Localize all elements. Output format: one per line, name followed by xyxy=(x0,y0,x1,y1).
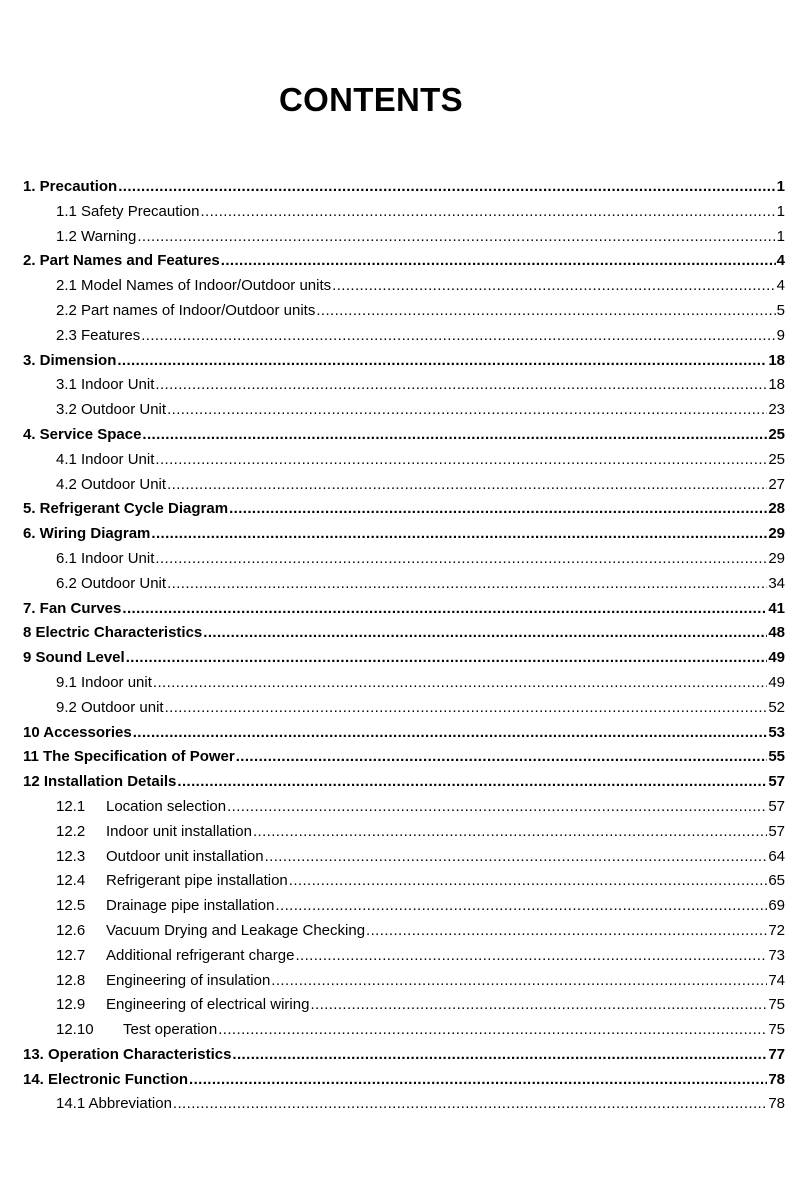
toc-subsection-entry[interactable] xyxy=(23,448,785,473)
toc-section-entry[interactable] xyxy=(23,497,785,522)
toc-page-number: 5 xyxy=(776,301,785,319)
toc-page-number: 57 xyxy=(768,773,785,791)
toc-entry-title xyxy=(56,398,166,423)
toc-entry-title xyxy=(56,993,309,1018)
toc-entry-title xyxy=(56,200,199,225)
dot-leader xyxy=(236,745,768,770)
dot-leader xyxy=(200,200,775,225)
toc-entry-title xyxy=(56,671,152,696)
toc-section-entry[interactable] xyxy=(23,646,785,671)
toc-section-entry[interactable] xyxy=(23,349,785,374)
dot-leader xyxy=(117,349,767,374)
toc-section-entry[interactable] xyxy=(23,249,785,274)
toc-page-number: 18 xyxy=(768,376,785,394)
table-of-contents xyxy=(23,175,785,1117)
toc-entry-title xyxy=(56,225,136,250)
toc-entry-title xyxy=(23,597,121,622)
toc-entry-title xyxy=(23,423,141,448)
toc-subsection-entry[interactable] xyxy=(23,324,785,349)
toc-entry-label: Test operation xyxy=(123,1021,218,1039)
dot-leader xyxy=(275,894,767,919)
dot-leader xyxy=(137,225,775,250)
dot-leader xyxy=(167,398,767,423)
toc-entry-label: Engineering of insulation xyxy=(106,971,271,989)
toc-page-number: 18 xyxy=(768,351,785,369)
dot-leader xyxy=(203,621,767,646)
toc-page-number: 49 xyxy=(768,673,785,691)
toc-page-number: 1 xyxy=(776,227,785,245)
toc-entry-title xyxy=(23,745,235,770)
toc-entry-number: 12.6 xyxy=(56,921,86,939)
page-title: CONTENTS xyxy=(279,81,463,118)
dot-leader xyxy=(310,993,767,1018)
toc-subsection-entry[interactable] xyxy=(23,845,785,870)
toc-subsection-entry[interactable] xyxy=(23,1018,785,1043)
dot-leader xyxy=(153,671,767,696)
toc-page-number: 75 xyxy=(768,996,785,1014)
toc-subsection-entry[interactable] xyxy=(23,200,785,225)
toc-page-number: 72 xyxy=(768,921,785,939)
toc-subsection-entry[interactable] xyxy=(23,274,785,299)
toc-page-number: 49 xyxy=(768,649,785,667)
dot-leader xyxy=(265,845,768,870)
toc-entry-label: 4.1 Indoor Unit xyxy=(56,450,155,468)
toc-entry-label: Additional refrigerant charge xyxy=(106,946,295,964)
toc-entry-number: 12.2 xyxy=(56,822,86,840)
dot-leader xyxy=(316,299,775,324)
toc-entry-label: 6.2 Outdoor Unit xyxy=(56,574,167,592)
toc-entry-title xyxy=(23,522,150,547)
toc-page-number: 4 xyxy=(776,277,785,295)
toc-section-entry[interactable] xyxy=(23,1043,785,1068)
toc-entry-title xyxy=(56,448,154,473)
toc-entry-title xyxy=(56,869,288,894)
toc-entry-number: 12.7 xyxy=(56,946,86,964)
toc-entry-number: 12.3 xyxy=(56,847,86,865)
toc-entry-title xyxy=(23,721,132,746)
dot-leader xyxy=(332,274,776,299)
toc-entry-label: 6.1 Indoor Unit xyxy=(56,549,155,567)
dot-leader xyxy=(155,373,767,398)
toc-entry-title xyxy=(23,175,117,200)
toc-subsection-entry[interactable] xyxy=(23,473,785,498)
toc-entry-title xyxy=(23,349,116,374)
toc-subsection-entry[interactable] xyxy=(23,696,785,721)
toc-entry-title xyxy=(23,497,228,522)
toc-subsection-entry[interactable] xyxy=(23,225,785,250)
toc-page-number: 73 xyxy=(768,946,785,964)
dot-leader xyxy=(227,795,767,820)
toc-section-entry[interactable] xyxy=(23,745,785,770)
dot-leader xyxy=(133,721,768,746)
toc-section-entry[interactable] xyxy=(23,522,785,547)
toc-page-number: 75 xyxy=(768,1021,785,1039)
toc-page-number: 25 xyxy=(768,425,785,443)
toc-entry-label: Vacuum Drying and Leakage Checking xyxy=(106,921,366,939)
toc-page-number: 57 xyxy=(768,797,785,815)
toc-subsection-entry[interactable] xyxy=(23,671,785,696)
toc-entry-label: 8 Electric Characteristics xyxy=(23,624,203,642)
dot-leader xyxy=(189,1068,767,1093)
toc-page-number: 74 xyxy=(768,971,785,989)
dot-leader xyxy=(232,1043,767,1068)
toc-page-number: 55 xyxy=(768,748,785,766)
toc-entry-label: 3. Dimension xyxy=(23,351,117,369)
dot-leader xyxy=(167,473,767,498)
toc-entry-number: 12.9 xyxy=(56,996,86,1014)
toc-entry-number: 12.8 xyxy=(56,971,86,989)
toc-entry-title xyxy=(56,373,154,398)
toc-entry-title xyxy=(56,572,166,597)
toc-page-number: 29 xyxy=(768,549,785,567)
toc-entry-title xyxy=(56,547,154,572)
dot-leader xyxy=(141,324,775,349)
toc-entry-label: Outdoor unit installation xyxy=(106,847,264,865)
toc-entry-label: 1.2 Warning xyxy=(56,227,137,245)
toc-entry-title xyxy=(23,646,125,671)
toc-entry-number: 12.5 xyxy=(56,897,86,915)
toc-subsection-entry[interactable] xyxy=(23,795,785,820)
toc-entry-title xyxy=(56,820,252,845)
toc-entry-title xyxy=(23,770,176,795)
toc-subsection-entry[interactable] xyxy=(23,919,785,944)
toc-entry-title xyxy=(56,919,365,944)
toc-entry-label: 10 Accessories xyxy=(23,723,132,741)
dot-leader xyxy=(167,572,767,597)
toc-entry-label: Indoor unit installation xyxy=(106,822,252,840)
toc-entry-label: 7. Fan Curves xyxy=(23,599,122,617)
toc-entry-label: 4. Service Space xyxy=(23,425,142,443)
toc-entry-label: 3.2 Outdoor Unit xyxy=(56,401,167,419)
toc-entry-number: 12.10 xyxy=(56,1021,94,1039)
toc-entry-label: 4.2 Outdoor Unit xyxy=(56,475,167,493)
toc-entry-label: 11 The Specification of Power xyxy=(23,748,235,766)
toc-entry-title xyxy=(56,274,331,299)
toc-entry-label: 1. Precaution xyxy=(23,178,118,195)
toc-entry-label: 12 Installation Details xyxy=(23,773,177,791)
toc-entry-label: Location selection xyxy=(106,797,227,815)
toc-entry-label: 13. Operation Characteristics xyxy=(23,1045,232,1063)
toc-entry-label: 9.2 Outdoor unit xyxy=(56,698,164,716)
toc-entry-title xyxy=(56,969,270,994)
toc-page-number: 25 xyxy=(768,450,785,468)
toc-subsection-entry[interactable] xyxy=(23,398,785,423)
toc-section-entry[interactable] xyxy=(23,1068,785,1093)
toc-subsection-entry[interactable] xyxy=(23,373,785,398)
toc-entry-label: 2.2 Part names of Indoor/Outdoor units xyxy=(56,301,316,319)
toc-entry-title xyxy=(23,621,202,646)
toc-page-number: 78 xyxy=(768,1095,785,1113)
toc-page-number: 41 xyxy=(768,599,785,617)
toc-section-entry[interactable] xyxy=(23,621,785,646)
toc-page-number: 4 xyxy=(776,252,785,270)
toc-entry-title xyxy=(56,944,294,969)
toc-entry-label: 2.1 Model Names of Indoor/Outdoor units xyxy=(56,277,332,295)
toc-subsection-entry[interactable] xyxy=(23,547,785,572)
toc-entry-label: 3.1 Indoor Unit xyxy=(56,376,155,394)
toc-page-number: 27 xyxy=(768,475,785,493)
dot-leader xyxy=(173,1092,767,1117)
toc-entry-label: 9.1 Indoor unit xyxy=(56,673,152,691)
toc-page-number: 29 xyxy=(768,525,785,543)
toc-page-number: 48 xyxy=(768,624,785,642)
toc-page-number: 77 xyxy=(768,1045,785,1063)
toc-entry-label: Engineering of electrical wiring xyxy=(106,996,310,1014)
toc-entry-title xyxy=(56,795,226,820)
toc-entry-title xyxy=(23,249,220,274)
toc-entry-label: Drainage pipe installation xyxy=(106,897,275,915)
toc-entry-label: 14. Electronic Function xyxy=(23,1070,189,1088)
toc-entry-number: 12.1 xyxy=(56,797,86,815)
toc-entry-title xyxy=(56,696,164,721)
toc-entry-title xyxy=(56,473,166,498)
toc-entry-number: 12.4 xyxy=(56,872,86,890)
toc-page-number: 52 xyxy=(768,698,785,716)
dot-leader xyxy=(155,547,767,572)
dot-leader xyxy=(151,522,767,547)
toc-subsection-entry[interactable] xyxy=(23,894,785,919)
toc-entry-title xyxy=(56,1018,217,1043)
dot-leader xyxy=(122,597,767,622)
toc-page-number: 53 xyxy=(768,723,785,741)
toc-entry-label: 6. Wiring Diagram xyxy=(23,525,151,543)
toc-page-number: 1 xyxy=(776,202,785,220)
toc-subsection-entry[interactable] xyxy=(23,820,785,845)
dot-leader xyxy=(177,770,767,795)
toc-entry-label: 9 Sound Level xyxy=(23,649,125,667)
toc-section-entry[interactable] xyxy=(23,597,785,622)
toc-page-number: 34 xyxy=(768,574,785,592)
toc-entry-title xyxy=(56,894,274,919)
toc-subsection-entry[interactable] xyxy=(23,299,785,324)
toc-section-entry[interactable] xyxy=(23,770,785,795)
dot-leader xyxy=(165,696,768,721)
toc-subsection-entry[interactable] xyxy=(23,1092,785,1117)
toc-entry-label: 5. Refrigerant Cycle Diagram xyxy=(23,500,229,518)
toc-page-number: 1 xyxy=(776,178,785,195)
toc-entry-label: 2. Part Names and Features xyxy=(23,252,220,270)
toc-entry-title xyxy=(23,1068,188,1093)
toc-page-number: 57 xyxy=(768,822,785,840)
toc-subsection-entry[interactable] xyxy=(23,969,785,994)
toc-entry-label: Refrigerant pipe installation xyxy=(106,872,288,890)
toc-page-number: 69 xyxy=(768,897,785,915)
toc-entry-label: 14.1 Abbreviation xyxy=(56,1095,172,1113)
toc-page-number: 78 xyxy=(768,1070,785,1088)
toc-entry-title xyxy=(23,1043,231,1068)
dot-leader xyxy=(126,646,768,671)
toc-section-entry[interactable] xyxy=(23,175,785,200)
toc-subsection-entry[interactable] xyxy=(23,869,785,894)
toc-page-number: 9 xyxy=(776,326,785,344)
toc-subsection-entry[interactable] xyxy=(23,572,785,597)
dot-leader xyxy=(295,944,767,969)
dot-leader xyxy=(142,423,767,448)
dot-leader xyxy=(218,1018,767,1043)
toc-entry-title xyxy=(56,299,315,324)
toc-entry-title xyxy=(56,1092,172,1117)
dot-leader xyxy=(155,448,767,473)
toc-page-number: 23 xyxy=(768,401,785,419)
toc-subsection-entry[interactable] xyxy=(23,993,785,1018)
toc-entry-label: 2.3 Features xyxy=(56,326,141,344)
dot-leader xyxy=(229,497,767,522)
toc-entry-label: 1.1 Safety Precaution xyxy=(56,202,200,220)
toc-section-entry[interactable] xyxy=(23,721,785,746)
toc-entry-title xyxy=(56,324,140,349)
toc-page-number: 64 xyxy=(768,847,785,865)
toc-subsection-entry[interactable] xyxy=(23,944,785,969)
toc-page-number: 28 xyxy=(768,500,785,518)
dot-leader xyxy=(118,175,775,200)
toc-entry-title xyxy=(56,845,264,870)
toc-section-entry[interactable] xyxy=(23,423,785,448)
dot-leader xyxy=(253,820,767,845)
toc-page-number: 65 xyxy=(768,872,785,890)
dot-leader xyxy=(366,919,767,944)
dot-leader xyxy=(289,869,768,894)
dot-leader xyxy=(221,249,776,274)
dot-leader xyxy=(271,969,767,994)
